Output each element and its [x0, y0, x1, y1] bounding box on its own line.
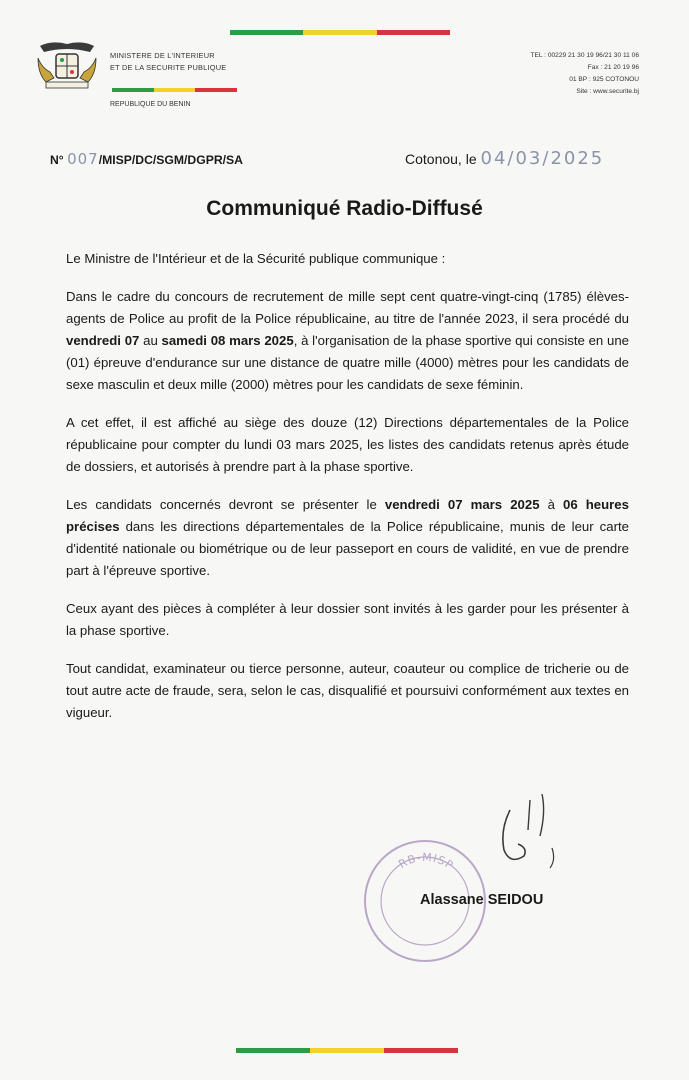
contact-tel: TEL : 00229 21 30 19 96/21 30 11 06	[530, 52, 639, 59]
flag-yellow	[310, 1048, 384, 1053]
flag-stripe-header	[112, 88, 237, 92]
p1-text-a: Dans le cadre du concours de recrutement de mille sept cent quatre-vingt-cinq (1785) élèves-agents de Police au profit de la Police républicaine, au titre de l'année 2023, il sera procédé du	[66, 289, 629, 326]
p1-date-start: vendredi 07	[66, 333, 140, 348]
paragraph-3	[66, 494, 629, 582]
dateline-place: Cotonou, le	[405, 151, 477, 167]
paragraph-4: Ceux ayant des pièces à compléter à leur dossier sont invités à les garder pour les présenter à la phase sportive.	[66, 601, 629, 638]
flag-yellow	[154, 88, 196, 92]
p1-text-c: au	[139, 333, 162, 348]
flag-stripe-top	[230, 30, 450, 35]
p1-date-end: samedi 08 mars 2025	[161, 333, 294, 348]
handwritten-signature	[480, 790, 580, 880]
flag-stripe-bottom	[236, 1048, 458, 1053]
document-title: Communiqué Radio-Diffusé	[206, 197, 483, 220]
paragraph-1	[66, 286, 629, 396]
signature-area	[360, 790, 620, 980]
p3-date: vendredi 07 mars 2025	[384, 497, 540, 512]
paragraph-5: Tout candidat, examinateur ou tierce personne, auteur, coauteur ou complice de tricherie ou de tout autre acte de fraude, sera, selon le cas, disqualifié et poursuivi conformément aux textes en vigueur.	[66, 661, 629, 720]
flag-red	[384, 1048, 458, 1053]
flag-red	[377, 30, 450, 35]
contact-fax: Fax : 21 20 19 96	[587, 64, 639, 71]
p3-time: 06 heures précises	[66, 497, 629, 534]
dateline	[405, 148, 604, 169]
svg-text:RB-MISP	[396, 851, 456, 873]
flag-yellow	[303, 30, 376, 35]
paragraph-2: A cet effet, il est affiché au siège des douze (12) Directions départementales de la Police républicaine pour compter du lundi 03 mars 2025, les listes des candidats retenus après étude de dossiers, et autorisés à prendre part à la phase sportive.	[66, 415, 629, 474]
contact-website: Site : www.securite.bj	[576, 88, 639, 95]
dateline-handwritten-date: 04/03/2025	[480, 148, 605, 169]
stamp-text: RB-MISP	[396, 850, 457, 873]
reference-handwritten-number: 007	[67, 150, 99, 168]
document-body	[66, 248, 629, 740]
contact-block	[530, 50, 639, 98]
flag-green	[230, 30, 303, 35]
intro-line: Le Ministre de l'Intérieur et de la Sécurité publique communique :	[66, 251, 446, 266]
reference-prefix: N°	[50, 153, 64, 167]
reference-suffix: /MISP/DC/SGM/DGPR/SA	[98, 153, 243, 167]
signatory-name: Alassane SEIDOU	[420, 892, 544, 908]
p3-text-a: Les candidats concernés devront se présenter le	[66, 497, 385, 512]
coat-of-arms-emblem	[32, 38, 102, 94]
reference-number	[50, 150, 243, 168]
p3-text-c: à	[539, 497, 563, 512]
contact-po-box: 01 BP : 925 COTONOU	[569, 76, 639, 83]
flag-red	[195, 88, 237, 92]
flag-green	[236, 1048, 310, 1053]
ministry-name	[110, 50, 226, 74]
flag-green	[112, 88, 154, 92]
ministry-line-1: MINISTERE DE L'INTERIEUR	[110, 51, 215, 60]
p3-text-e: dans les directions départementales de la Police républicaine, munis de leur carte d'identité nationale ou biométrique ou de leur passeport en cours de validité, en vue de prendre part à l'épreuve sportive.	[66, 519, 629, 578]
republic-name: REPUBLIQUE DU BENIN	[110, 101, 191, 108]
p1-text-e: , à l'organisation de la phase sportive qui consiste en une (01) épreuve d'endurance sur une distance de quatre mille (4000) mètres pour les candidats de sexe masculin et deux mille (2000) mètres pour les candidats de sexe féminin.	[66, 333, 629, 392]
ministry-line-2: ET DE LA SECURITE PUBLIQUE	[110, 63, 227, 72]
